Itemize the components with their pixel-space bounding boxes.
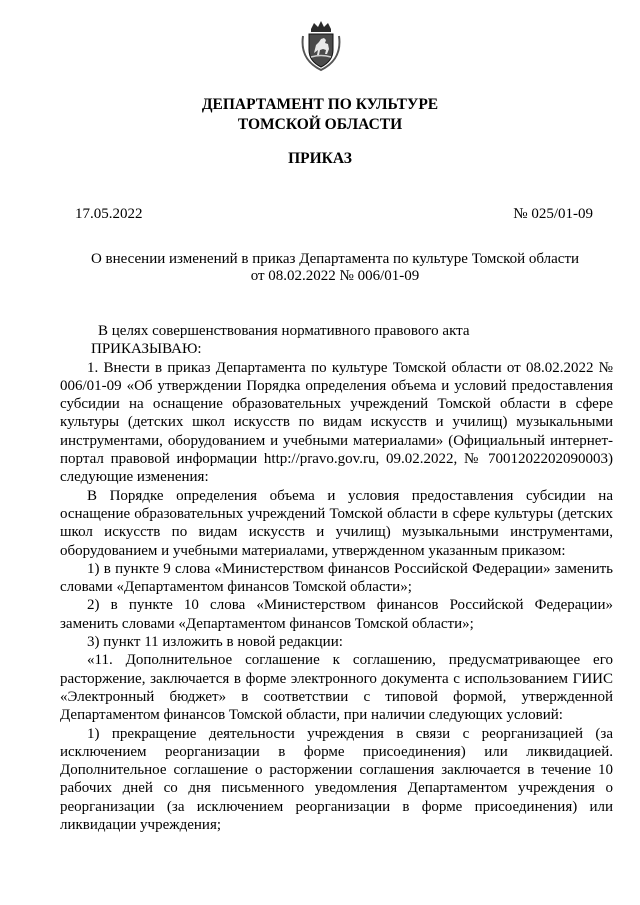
department-line-2: ТОМСКОЙ ОБЛАСТИ: [237, 116, 403, 133]
tomsk-region-coat-of-arms-icon: [299, 20, 343, 72]
order-number: № 025/01-09: [513, 206, 593, 222]
item-1: 1. Внести в приказ Департамента по культуре Томской области от 08.02.2022 № 006/01-09 «Об утверждении Порядка определения объема и условий предоставления субсидии на оснащение образовательных учреждений Томской области в сфере культуры (детских школ искусств по видам искусств и училищ) музыкальными инструментами, оборудованием и учебными материалами» (Официальный интернет-портал правовой информации http://pravo.gov.ru, 09.02.2022, № 7001202202090003) следующие изменения:: [60, 359, 613, 486]
department-name: [0, 95, 640, 135]
paragraph-order: В Порядке определения объема и условия предоставления субсидии на оснащение образовательных учреждений Томской области в сфере культуры (детских школ искусств по видам искусств и училищ) музыкальными инструментами, оборудованием и учебными материалами, утвержденном указанным приказом:: [60, 487, 613, 559]
clause-11: «11. Дополнительное соглашение к соглашению, предусматривающее его расторжение, заключается в форме электронного документа с использованием ГИИС «Электронный бюджет» в соответствии с типовой формой, утвержденной Департаментом финансов Томской области, при наличии следующих условий:: [60, 652, 613, 724]
condition-1: 1) прекращение деятельности учреждения в связи с реорганизацией (за исключением реорганизации в форме присоединения) или ликвидацией. Дополнительное соглашение о расторжении соглашения заключается в течение 10 рабочих дней со дня письменного уведомления Департаментом учреждения о реорганизации (за исключением реорганизации в форме присоединения) или ликвидации учреждения;: [60, 725, 613, 834]
subitem-1: 1) в пункте 9 слова «Министерством финансов Российской Федерации» заменить словами «Департаментом финансов Томской области»;: [60, 560, 613, 596]
subject-line-2: от 08.02.2022 № 006/01-09: [250, 268, 420, 284]
department-line-1: ДЕПАРТАМЕНТ ПО КУЛЬТУРЕ: [201, 96, 439, 113]
document-type: ПРИКАЗ: [288, 150, 352, 167]
order-date: 17.05.2022: [75, 206, 143, 222]
preamble: В целях совершенствования нормативного правового акта: [98, 323, 470, 339]
subitem-3: 3) пункт 11 изложить в новой редакции:: [87, 634, 343, 651]
subitem-2: 2) в пункте 10 слова «Министерством финансов Российской Федерации» заменить словами «Департаментом финансов Томской области»;: [60, 597, 613, 632]
prikazyvayu: ПРИКАЗЫВАЮ:: [91, 341, 202, 358]
order-subject: [60, 251, 610, 285]
order-body: [60, 322, 613, 834]
subject-line-1: О внесении изменений в приказ Департамента по культуре Томской области: [90, 251, 580, 267]
